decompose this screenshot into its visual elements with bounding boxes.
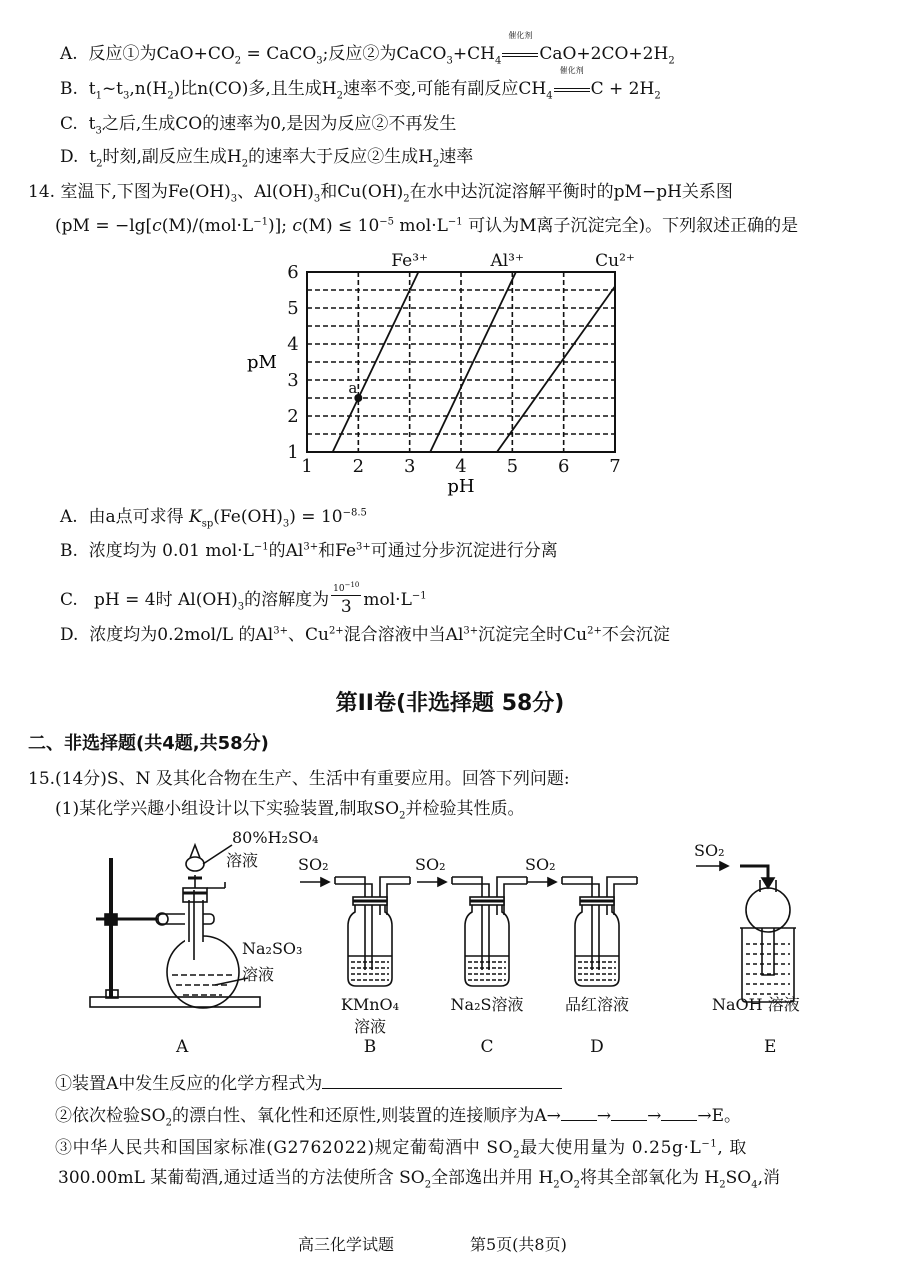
q13-option-a: A. 反应①为$CaO+CO_2$ = CaCO$_3$;反应②为$CaCO_3+CH_4$ 催化剂 $CaO+2CO+2H_2$	[60, 31, 675, 67]
gas-label: SO₂	[298, 855, 329, 874]
x-tick-label: 2	[352, 456, 365, 477]
superscript: 2+	[587, 625, 602, 637]
apparatus-label: A	[176, 1037, 189, 1057]
reagent-label: 品红溶液	[564, 995, 630, 1014]
option-text: 沉淀完全时Cu	[478, 625, 588, 645]
question-text: O	[559, 1168, 574, 1188]
answer-blank[interactable]	[611, 1104, 647, 1121]
q15-sub1: (1)某化学兴趣小组设计以下实验装置,制取$SO_2$并检验其性质。	[55, 799, 525, 822]
series-label: Al³⁺	[490, 251, 524, 271]
question-text: SO	[725, 1168, 752, 1188]
superscript: 3+	[273, 625, 288, 637]
option-text: ) = 10	[289, 507, 343, 527]
q14-stem-line1: 14. 室温下,下图为$Fe(OH)_3$、$Al(OH)_3$和$Cu(OH)_2$在水中达沉淀溶解平衡时的pM−pH关系图	[28, 182, 733, 205]
superscript: −1	[701, 1138, 718, 1150]
catalyst-label: 催化剂	[508, 31, 533, 40]
option-text: 之后,生成CO的速率为0,是因为反应②不再发生	[101, 114, 457, 134]
apparatus-label: D	[590, 1037, 604, 1057]
superscript: 3+	[463, 625, 479, 637]
q14-stem-line2	[55, 214, 798, 238]
option-text: 时刻,副反应生成H	[102, 147, 242, 167]
apparatus-d	[525, 855, 637, 1057]
q14-option-d	[60, 623, 670, 647]
option-text: 速率不变,可能有副反应CH	[342, 79, 547, 99]
stopper	[183, 888, 207, 902]
stem-text: c	[292, 216, 302, 236]
clamp-boss	[105, 914, 117, 925]
funnel-tip	[762, 878, 774, 888]
apparatus-label: B	[363, 1037, 377, 1057]
gas-label: SO₂	[415, 855, 446, 874]
option-label: D.	[60, 147, 79, 167]
superscript: −1	[253, 216, 268, 228]
x-tick-label: 4	[455, 456, 467, 477]
separatory-funnel	[186, 857, 204, 871]
q15-q2: ②依次检验$SO_2$的漂白性、氧化性和还原性,则装置的连接顺序为A→ → → →E。	[55, 1106, 742, 1129]
superscript: 3+	[303, 541, 319, 553]
x-axis-label: pH	[447, 476, 475, 497]
y-tick-label: 3	[287, 370, 299, 391]
apparatus-c	[415, 855, 527, 1057]
apparatus-b	[298, 855, 410, 1057]
option-text: 不会沉淀	[601, 625, 670, 645]
inverted-funnel	[746, 888, 790, 932]
option-text: mol·L	[363, 590, 412, 610]
question-text: 的漂白性、氧化性和还原性,则装置的连接顺序为A→	[171, 1106, 561, 1126]
option-text: t	[88, 114, 96, 134]
superscript: −8.5	[342, 507, 367, 519]
denominator: 3	[340, 597, 352, 617]
series-line-3	[497, 286, 615, 452]
option-text: 浓度均为0.2mol/L 的Al	[89, 625, 274, 645]
stem-text: (M) ≤ 10	[301, 216, 380, 236]
reagent-label: 溶液	[242, 965, 275, 984]
option-label: A.	[60, 507, 78, 527]
stem-text: (pM = −lg[	[55, 216, 153, 236]
option-text: 、Cu	[287, 625, 329, 645]
q15-q3-line1: ③中华人民共和国国家标准(G2762022)规定葡萄酒中 $SO_2$最大使用量为 $0.25g\cdot L^{-1}$, 取	[55, 1138, 747, 1161]
option-label: C.	[60, 590, 78, 610]
stem-text: (1)某化学兴趣小组设计以下实验装置,制取SO	[55, 799, 400, 819]
answer-blank[interactable]	[561, 1104, 597, 1121]
question-text: ③中华人民共和国国家标准(G2762022)规定葡萄酒中 SO	[55, 1138, 514, 1158]
x-tick-label: 5	[506, 456, 519, 477]
arrow: →	[596, 1106, 612, 1126]
option-text: pH = 4时 Al(OH)	[94, 590, 238, 610]
gas-label: SO₂	[694, 841, 725, 860]
x-tick-label: 6	[557, 456, 570, 477]
numerator: 10	[333, 584, 345, 594]
option-text: ;反应②为CaCO	[322, 44, 447, 64]
superscript: −1	[447, 216, 463, 228]
question-text: , 取	[717, 1138, 747, 1158]
y-tick-label: 6	[287, 262, 299, 283]
q13-option-d: D. $t_2$时刻,副反应生成$H_2$的速率大于反应②生成$H_2$速率	[60, 147, 474, 170]
option-text: t	[88, 79, 96, 99]
reagent-label: 溶液	[353, 1017, 387, 1036]
q13-option-c: C. $t_3$之后,生成CO的速率为0,是因为反应②不再发生	[60, 114, 457, 137]
apparatus-diagram	[0, 820, 900, 1060]
catalyst-label: 催化剂	[559, 66, 584, 75]
option-text: ,n(H	[129, 79, 168, 99]
q14-option-a: A. 由a点可求得 $K_{sp}(Fe(OH)_3) = 10^{-8.5}$	[60, 507, 367, 530]
reagent-label: Na₂S溶液	[450, 995, 524, 1014]
x-tick-label: 3	[403, 456, 416, 477]
footer-page: 第5页(共8页)	[470, 1235, 567, 1254]
stem-text: mol·L	[394, 216, 448, 236]
y-tick-label: 5	[287, 298, 299, 319]
option-text: 浓度均为 0.01 mol·L	[88, 541, 254, 561]
question-text: ②依次检验SO	[55, 1106, 166, 1126]
stem-text: (M)/(mol·L	[161, 216, 254, 236]
q14-option-b	[60, 539, 558, 563]
option-text: 的速率大于反应②生成H	[248, 147, 433, 167]
option-text: t	[89, 147, 97, 167]
option-text: +CH	[452, 44, 495, 64]
y-tick-label: 2	[287, 406, 299, 427]
apparatus-label: E	[764, 1037, 777, 1057]
stem-text: 和Cu(OH)	[320, 182, 404, 202]
option-text: (Fe(OH)	[213, 507, 283, 527]
x-tick-label: 1	[301, 456, 313, 477]
apparatus-e	[696, 862, 796, 1002]
x-tick-label: 7	[609, 456, 621, 477]
option-text: 的Al	[268, 541, 304, 561]
q13-option-b: B. $t_1\sim t_3,n(H_2)$比n(CO)多,且生成$H_2$速率不变,可能有副反应$CH_4$ 催化剂 $C + 2H_2$	[60, 66, 661, 102]
series-label: Cu²⁺	[595, 251, 635, 271]
option-text: C + 2H	[590, 79, 655, 99]
question-text: →E。	[697, 1106, 742, 1126]
reagent-label: 80%H₂SO₄	[232, 828, 319, 847]
option-text: 的溶解度为	[244, 590, 330, 610]
option-text: 反应①为CaO+CO	[88, 44, 235, 64]
footer-subject: 高三化学试题	[298, 1235, 395, 1254]
option-text: 可通过分步沉淀进行分离	[370, 541, 558, 561]
pm-ph-chart	[0, 240, 900, 500]
stem-text: )];	[267, 216, 293, 236]
stem-text: c	[152, 216, 162, 236]
option-text: CaO+2CO+2H	[539, 44, 669, 64]
question-text: 全部逸出并用 H	[431, 1168, 554, 1188]
option-label: C.	[60, 114, 78, 134]
y-tick-label: 1	[287, 442, 299, 463]
chart-grid	[307, 272, 615, 452]
question-text: 最大使用量为 0.25g·L	[520, 1138, 702, 1158]
question-text: ①装置A中发生反应的化学方程式为	[55, 1074, 323, 1094]
arrow: →	[647, 1106, 662, 1126]
point-a-label: a	[348, 379, 358, 397]
option-text: ~t	[101, 79, 124, 99]
gas-label: SO₂	[525, 855, 556, 874]
option-text: 速率	[439, 147, 474, 167]
question-text: ,消	[757, 1168, 780, 1188]
superscript: −1	[253, 541, 269, 553]
answer-blank[interactable]	[661, 1104, 697, 1121]
part-title: 二、非选择题(共4题,共58分)	[28, 733, 269, 754]
option-label: B.	[60, 79, 78, 99]
superscript: −10	[344, 581, 360, 589]
q14-option-c: C. pH = 4时 $Al(OH)_3$的溶解度为 $\frac{10^{-10}}{3}$ $mol\cdot L^{-1}$	[60, 581, 427, 617]
catalyst-arrow	[502, 31, 538, 66]
stem-text: 可认为M离子沉淀完全)。下列叙述正确的是	[462, 216, 799, 236]
y-tick-label: 4	[287, 334, 299, 355]
option-text: 和Fe	[318, 541, 357, 561]
question-text: 300.00mL 某葡萄酒,通过适当的方法使所含 SO	[58, 1168, 425, 1188]
option-text: 混合溶液中当Al	[343, 625, 464, 645]
subscript: sp	[201, 518, 214, 530]
beaker	[742, 928, 794, 1002]
series-label: Fe³⁺	[391, 251, 429, 271]
superscript: 3+	[356, 541, 371, 553]
superscript: −1	[411, 590, 427, 602]
reagent-label: Na₂SO₃	[242, 939, 303, 958]
y-axis-label: pM	[247, 352, 277, 373]
option-text: 由a点可求得	[88, 507, 190, 527]
q15-stem: 15.(14分)S、N 及其化合物在生产、生活中有重要应用。回答下列问题:	[28, 769, 570, 789]
option-text: K	[189, 507, 202, 527]
option-text: = CaCO	[241, 44, 317, 64]
q15-q1	[55, 1072, 562, 1096]
stem-text: 并检验其性质。	[405, 799, 525, 819]
option-label: D.	[60, 625, 79, 645]
stem-text: 14. 室温下,下图为Fe(OH)	[28, 182, 231, 202]
reagent-label: 溶液	[226, 851, 259, 870]
volume-title: 第II卷(非选择题 58分)	[335, 691, 565, 716]
question-text: 将其全部氧化为 H	[579, 1168, 720, 1188]
q15-q3-line2: 300.00mL 某葡萄酒,通过适当的方法使所含 $SO_2$全部逸出并用 $H_2O_2$将其全部氧化为 $H_2SO_4$,消	[58, 1168, 780, 1191]
fraction	[331, 583, 361, 618]
stem-text: 、Al(OH)	[237, 182, 314, 202]
option-label: B.	[60, 541, 78, 561]
answer-blank[interactable]	[322, 1072, 562, 1089]
superscript: 2+	[328, 625, 344, 637]
apparatus-label: C	[480, 1037, 494, 1057]
reagent-label: KMnO₄	[340, 995, 400, 1014]
catalyst-arrow	[554, 66, 590, 101]
option-label: A.	[60, 44, 78, 64]
superscript: −5	[379, 216, 395, 228]
option-text: )比n(CO)多,且生成H	[173, 79, 337, 99]
reagent-label: NaOH 溶液	[712, 995, 800, 1014]
stem-text: 在水中达沉淀溶解平衡时的pM−pH关系图	[409, 182, 733, 202]
